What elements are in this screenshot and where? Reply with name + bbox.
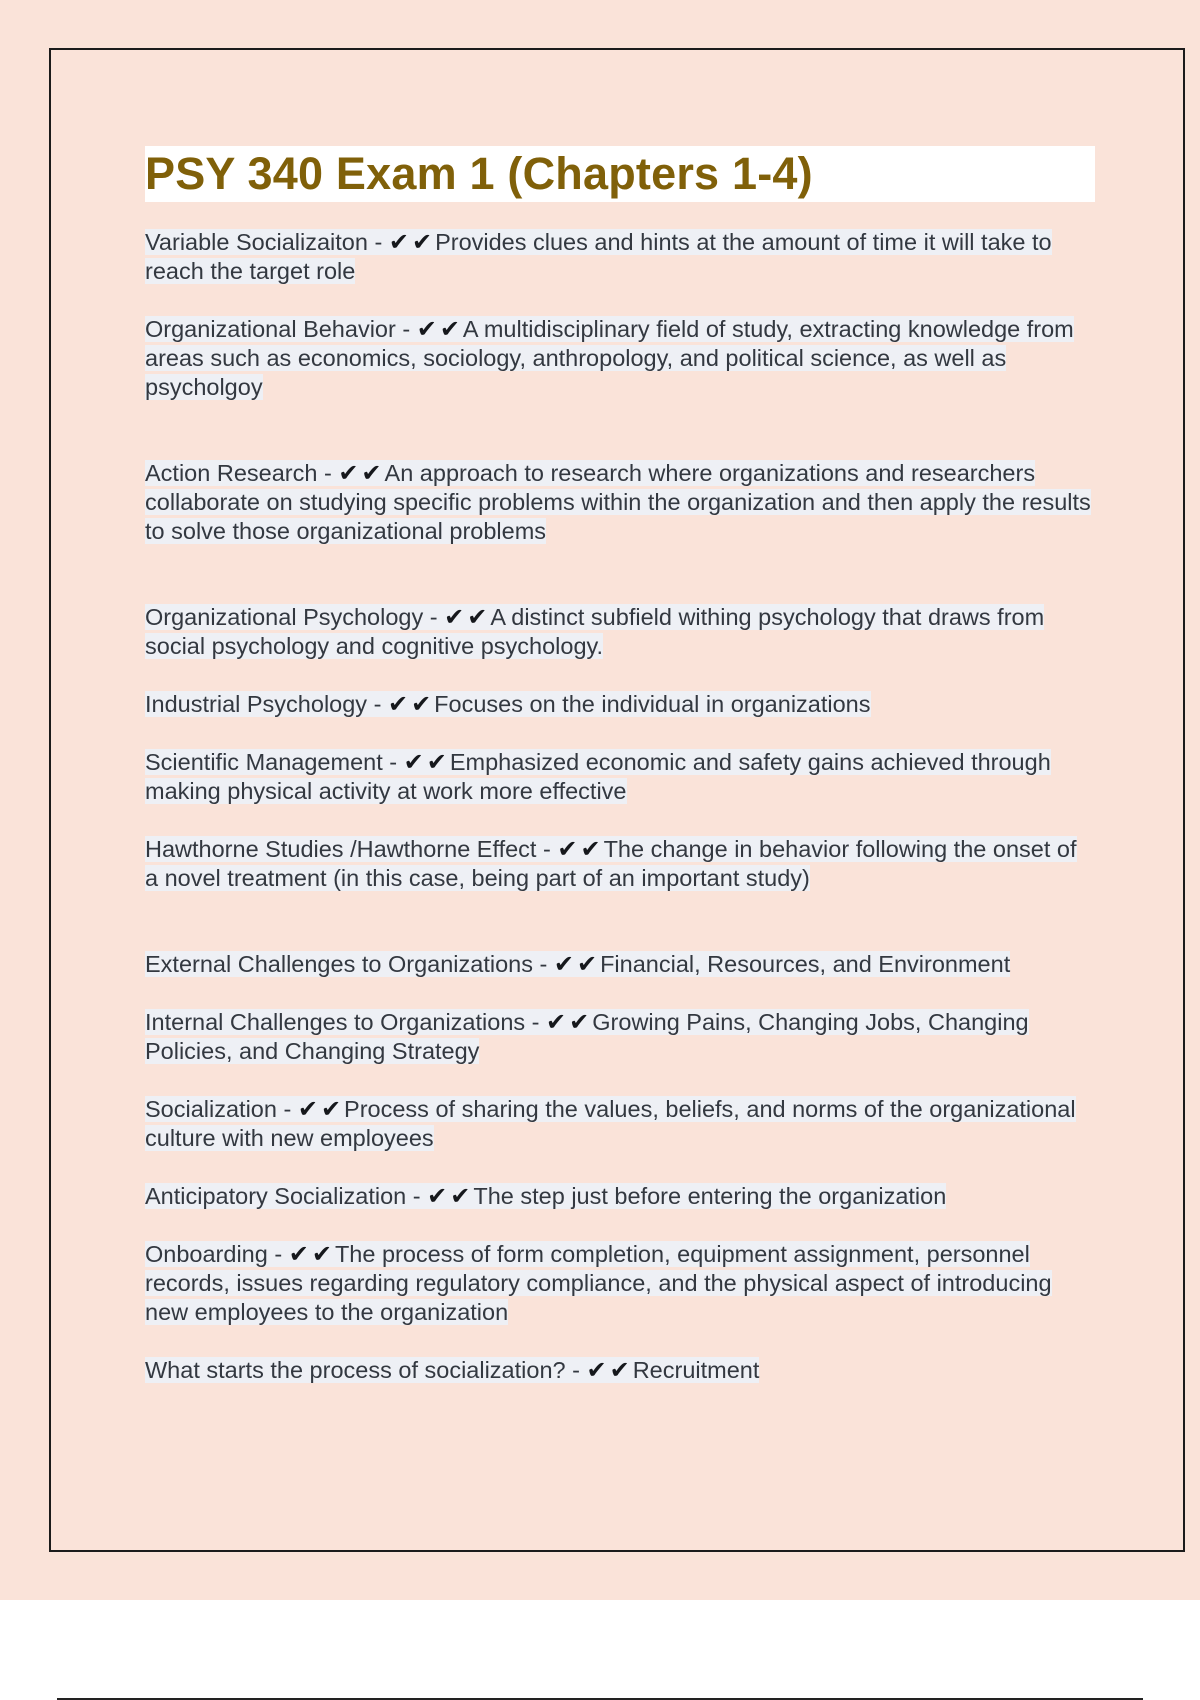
- flashcard-entry: [145, 459, 1095, 546]
- check-icon: ✔: [361, 459, 382, 487]
- separator: -: [367, 691, 388, 717]
- check-icon: ✔: [416, 315, 437, 343]
- term: Socialization: [145, 1096, 277, 1122]
- definition: Emphasized economic and safety gains achieved through making physical activity at work more effective: [145, 749, 1051, 804]
- definition: Recruitment: [632, 1357, 760, 1383]
- check-icon: ✔: [553, 950, 574, 978]
- definition: Growing Pains, Changing Jobs, Changing Policies, and Changing Strategy: [145, 1009, 1029, 1064]
- term: Industrial Psychology: [145, 691, 368, 717]
- term: Hawthorne Studies /Hawthorne Effect: [145, 836, 537, 862]
- check-icon: ✔: [557, 835, 578, 863]
- check-icon: ✔: [288, 1240, 309, 1268]
- separator: -: [423, 604, 445, 630]
- definition: Focuses on the individual in organizations: [434, 691, 871, 717]
- check-icon: ✔: [439, 315, 460, 343]
- check-icon: ✔: [586, 1356, 607, 1384]
- flashcard-entry: [145, 1240, 1095, 1327]
- term: Scientific Management: [145, 749, 383, 775]
- term: Organizational Psychology: [145, 604, 424, 630]
- check-icon: ✔: [426, 748, 447, 776]
- check-icon: ✔: [387, 690, 409, 718]
- separator: -: [395, 316, 417, 342]
- flashcard-entry: [145, 1095, 1095, 1153]
- term: Internal Challenges to Organizations: [145, 1009, 526, 1035]
- flashcard-entry: [145, 835, 1095, 893]
- check-icon: ✔: [403, 748, 424, 776]
- separator: -: [276, 1096, 298, 1122]
- term: Organizational Behavior: [145, 316, 396, 342]
- separator: -: [532, 951, 554, 977]
- flashcard-entry: [145, 748, 1095, 806]
- check-icon: ✔: [297, 1095, 318, 1123]
- check-icon: ✔: [609, 1356, 630, 1384]
- term: What starts the process of socialization?: [145, 1357, 566, 1383]
- flashcard-entry: [145, 228, 1095, 286]
- definition: The change in behavior following the onset of a novel treatment (in this case, being part of an important study): [145, 836, 1077, 891]
- definition: Financial, Resources, and Environment: [600, 951, 1011, 977]
- flashcard-entry: [145, 1356, 1095, 1385]
- separator: -: [565, 1357, 587, 1383]
- definition: An approach to research where organizations and researchers collaborate on studying specific problems within the organization and then apply the results to solve those organizational problems: [145, 460, 1091, 544]
- flashcard-entry: [145, 315, 1095, 402]
- check-icon: ✔: [411, 690, 432, 718]
- check-icon: ✔: [467, 603, 488, 631]
- separator: -: [267, 1241, 289, 1267]
- separator: -: [536, 836, 558, 862]
- flashcard-entry: [145, 603, 1095, 661]
- flashcard-entry: [145, 1182, 1095, 1211]
- check-icon: ✔: [580, 835, 601, 863]
- check-icon: ✔: [311, 1240, 332, 1268]
- flashcard-entry: [145, 1008, 1095, 1066]
- check-icon: ✔: [450, 1182, 471, 1210]
- definition: Process of sharing the values, beliefs, and norms of the organizational culture with new employees: [145, 1096, 1076, 1151]
- separator: -: [317, 460, 339, 486]
- term: Onboarding: [145, 1241, 268, 1267]
- separator: -: [406, 1183, 428, 1209]
- definition: The process of form completion, equipment assignment, personnel records, issues regarding regulatory compliance, and the physical aspect of introducing new employees to the organization: [145, 1241, 1052, 1325]
- definition: A multidisciplinary field of study, extracting knowledge from areas such as economics, sociology, anthropology, and political science, as well as psycholgoy: [145, 316, 1074, 400]
- check-icon: ✔: [338, 459, 359, 487]
- flashcard-list: [145, 228, 1095, 1385]
- term: Action Research: [145, 460, 318, 486]
- separator: -: [525, 1009, 547, 1035]
- check-icon: ✔: [444, 603, 465, 631]
- document-content: [145, 146, 1095, 1385]
- term: External Challenges to Organizations: [145, 951, 533, 977]
- flashcard-entry: [145, 690, 1095, 719]
- term: Variable Socializaiton: [145, 229, 368, 255]
- check-icon: ✔: [411, 228, 433, 256]
- separator: -: [367, 229, 389, 255]
- check-icon: ✔: [388, 228, 409, 256]
- check-icon: ✔: [320, 1095, 342, 1123]
- definition: The step just before entering the organization: [473, 1183, 947, 1209]
- check-icon: ✔: [427, 1182, 448, 1210]
- document-title: PSY 340 Exam 1 (Chapters 1-4): [145, 146, 1095, 202]
- flashcard-entry: [145, 950, 1095, 979]
- check-icon: ✔: [569, 1008, 590, 1036]
- definition: A distinct subfield withing psychology that draws from social psychology and cognitive psychology.: [145, 604, 1045, 659]
- separator: -: [382, 749, 404, 775]
- check-icon: ✔: [576, 950, 598, 978]
- term: Anticipatory Socialization: [145, 1183, 407, 1209]
- check-icon: ✔: [546, 1008, 567, 1036]
- definition: Provides clues and hints at the amount of time it will take to reach the target role: [145, 229, 1052, 284]
